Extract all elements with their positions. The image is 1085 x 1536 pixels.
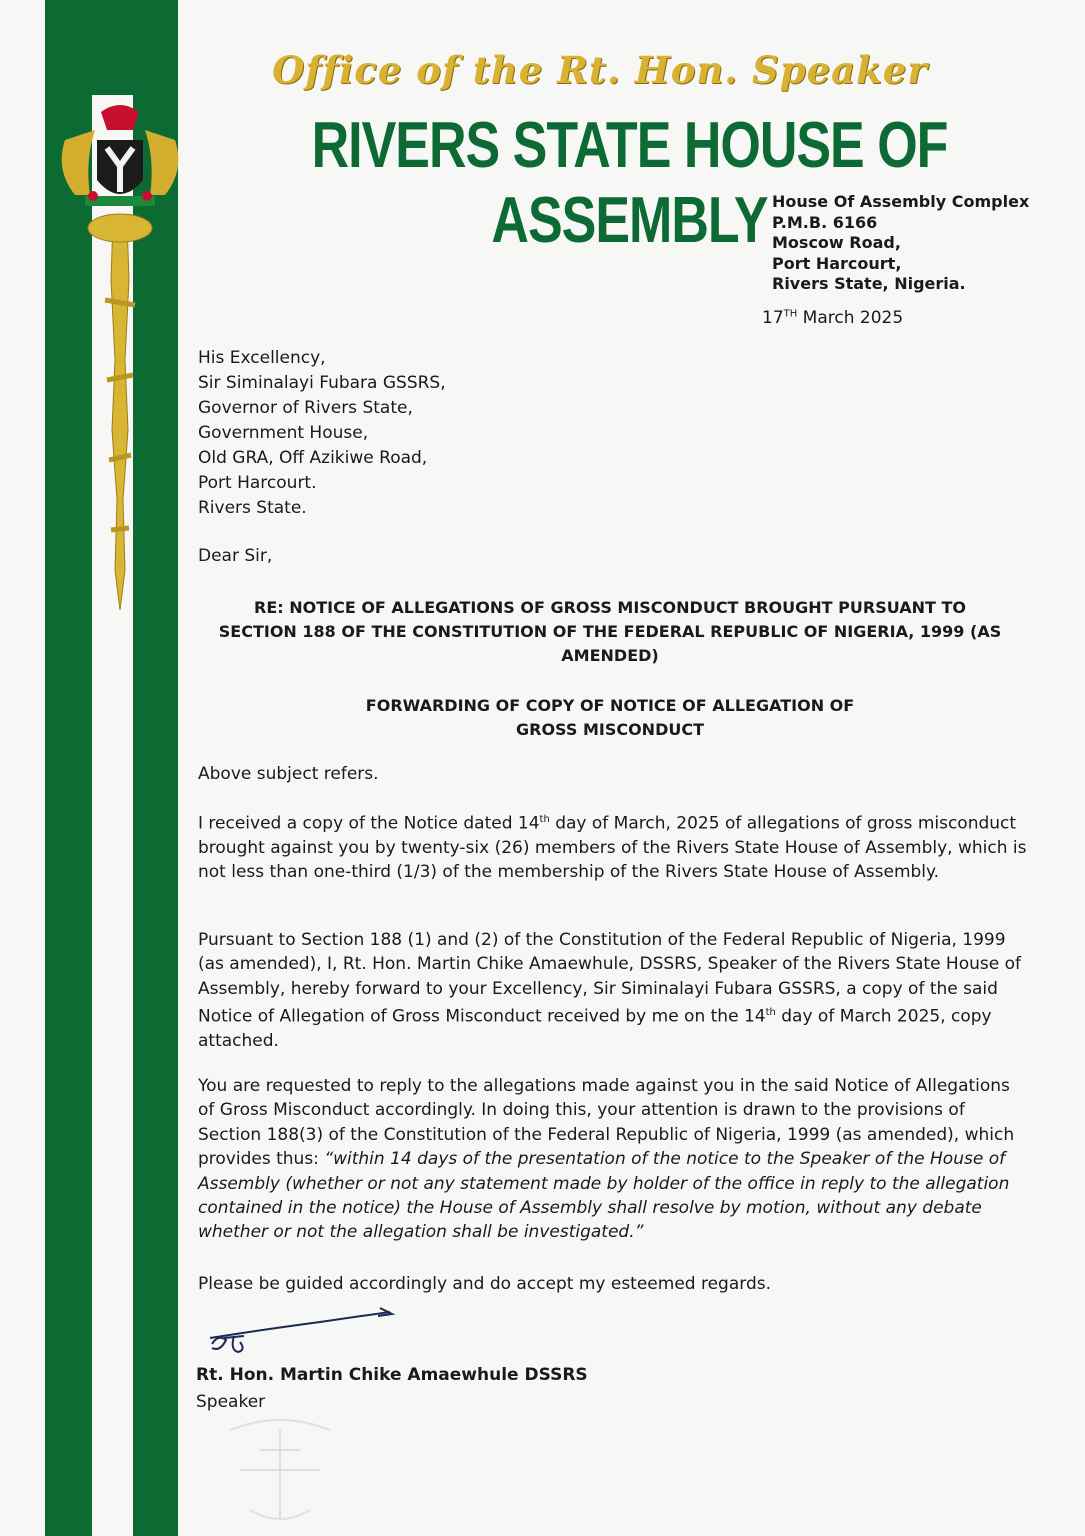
office-of-speaker-line: Office of the Rt. Hon. Speaker	[272, 48, 928, 92]
ordinal-suffix: th	[765, 1007, 776, 1019]
subject-heading-line: AMENDED)	[561, 646, 659, 665]
embossed-seal-icon	[200, 1410, 360, 1530]
recipient-line: Government House,	[198, 423, 369, 443]
subject-heading-line: SECTION 188 OF THE CONSTITUTION OF THE FEDERAL REPUBLIC OF NIGERIA, 1999 (AS	[218, 622, 1002, 641]
address-line: P.M.B. 6166	[772, 212, 878, 232]
date-suffix: TH	[783, 308, 798, 320]
paragraph-reply-request	[198, 1074, 1028, 1245]
paragraph-notice-received	[198, 808, 1028, 885]
letter-date	[762, 308, 903, 328]
recipient-line: Governor of Rivers State,	[198, 398, 413, 418]
ordinal-suffix: th	[539, 814, 550, 825]
address-line: Port Harcourt,	[772, 253, 902, 273]
signatory-name: Rt. Hon. Martin Chike Amaewhule DSSRS	[196, 1365, 588, 1385]
address-line: Moscow Road,	[772, 233, 901, 252]
paragraph-text: You are requested to reply to the allegations made against you in the said Notice of Allegations of Gross Misconduct accordingly. In doing this, your attention is drawn to the provisions of Section 188(3) of the Constitution of the Federal Republic of Nigeria, 1999 (as amended), which provides thus:	[198, 1076, 1015, 1170]
forwarding-heading-line: FORWARDING OF COPY OF NOTICE OF ALLEGATION OF	[365, 696, 855, 715]
recipient-line: Old GRA, Off Azikiwe Road,	[198, 448, 428, 468]
paragraph-closing: Please be guided accordingly and do accept my esteemed regards.	[198, 1274, 772, 1294]
recipient-line: His Excellency,	[198, 348, 326, 368]
signatory-title: Speaker	[196, 1392, 266, 1412]
date-month-year: March 2025	[797, 308, 904, 328]
address-line: Rivers State, Nigeria.	[772, 274, 966, 293]
address-line: House Of Assembly Complex	[772, 192, 1030, 211]
subject-heading	[200, 596, 1020, 668]
recipient-line: Rivers State.	[198, 498, 307, 518]
constitution-quote: “within 14 days of the presentation of the notice to the Speaker of the House of Assembly (whether or not any statement made by holder of the office in reply to the allegation contained in the notice) the House of Assembly shall resolve by motion, without any debate whether or not the allegation shall be investigated.”	[198, 1149, 1010, 1243]
handwritten-signature	[200, 1300, 410, 1362]
forwarding-heading-line: GROSS MISCONDUCT	[515, 720, 704, 739]
green-stripe-cap	[92, 0, 133, 95]
date-day: 17	[762, 308, 784, 328]
recipient-address	[198, 346, 446, 521]
paragraph-text: day of March, 2025 of allegations of gross misconduct brought against you by twenty-six (26) members of the Rivers State House of Assembly, which is not less than one-third (1/3) of the membership of the Rivers State House of Assembly.	[198, 813, 1027, 883]
coat-of-arms-mace-icon	[55, 100, 185, 620]
forwarding-heading	[240, 694, 980, 742]
assembly-name-title: RIVERS STATE HOUSE OF ASSEMBLY	[311, 109, 948, 257]
paragraph-forwarding	[198, 928, 1028, 1054]
sender-address	[772, 192, 1029, 295]
salutation: Dear Sir,	[198, 546, 273, 566]
recipient-line: Sir Siminalayi Fubara GSSRS,	[198, 373, 446, 393]
subject-heading-line: RE: NOTICE OF ALLEGATIONS OF GROSS MISCONDUCT BROUGHT PURSUANT TO	[254, 598, 966, 617]
paragraph-text: Pursuant to Section 188 (1) and (2) of the Constitution of the Federal Republic of Nigeria, 1999 (as amended), I, Rt. Hon. Martin Chike Amaewhule, DSSRS, Speaker of the Rivers State House of Assembly, hereby forward to your Excellency, Sir Siminalayi Fubara GSSRS, a copy of the said Notice of Allegation of Gross Misconduct received by me on the 14	[198, 930, 1021, 1027]
paragraph-text: day of March 2025, copy attached.	[198, 1006, 992, 1052]
paragraph-text: I received a copy of the Notice dated 14	[198, 813, 540, 834]
recipient-line: Port Harcourt.	[198, 473, 317, 493]
paragraph-intro: Above subject refers.	[198, 764, 379, 784]
